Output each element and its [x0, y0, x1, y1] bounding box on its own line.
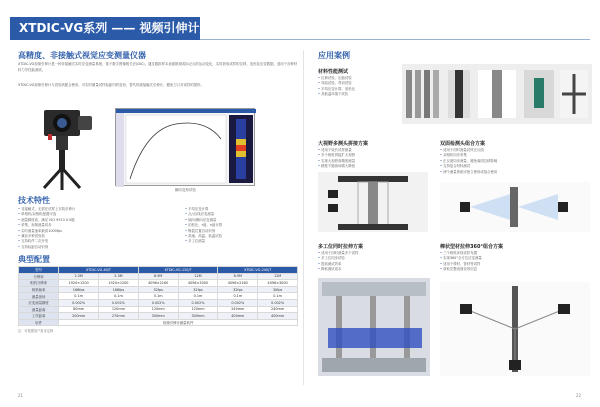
list-item: • 双相机同步采集	[440, 153, 590, 158]
list-item: • 平均应变计算	[185, 207, 295, 212]
list-item: • 三个相机环绕试样布置	[440, 251, 590, 256]
list-item: • 支持软件二次开发	[18, 239, 158, 244]
case2-list	[318, 148, 408, 170]
specimen-photos	[402, 64, 592, 124]
page-header	[0, 0, 600, 40]
list-item: • 非接触式，无需在试样上安装引伸计	[18, 207, 158, 212]
table-cell: 0.002%	[258, 299, 298, 306]
table-cell: 240mm	[218, 306, 258, 313]
list-item: • 弯曲试验、剪切试验	[318, 81, 398, 86]
table-cell: 4096×2160	[138, 280, 178, 287]
column-divider	[303, 50, 304, 385]
table-header-cell: XTDIC-VG-120/T	[138, 267, 218, 274]
list-item: • 高低温环境下试验	[318, 92, 398, 97]
list-item: • 测量精度高，满足 ISO 9513 0.5级	[18, 218, 158, 223]
section-heading-config: 典型配置	[18, 255, 50, 264]
table-row-label: 相机分辨率	[19, 280, 59, 287]
config-table-wrap	[18, 266, 298, 333]
list-item: • 断裂位置自动识别	[185, 229, 295, 234]
table-cell: 32fps	[178, 286, 218, 293]
table-row	[19, 286, 298, 293]
list-item: • 高速、高温、低温试验	[185, 234, 295, 239]
table-row	[19, 280, 298, 287]
table-cell: 0.1m	[99, 293, 139, 300]
case5-list	[440, 251, 590, 273]
table-cell: 400mm	[218, 313, 258, 320]
list-item: • 提高测试效率	[318, 262, 413, 267]
list-item: • 拉伸试验、压缩试验	[318, 76, 398, 81]
table-cell: 120mm	[178, 306, 218, 313]
table-cell: 0.1m	[59, 293, 99, 300]
table-cell: 8.9M	[138, 273, 178, 280]
config-table	[18, 266, 298, 326]
section-heading-cases: 应用案例	[318, 51, 350, 60]
table-row-label: 应变测量精度	[19, 299, 59, 306]
table-header-cell: XTDIC-VG-240/T	[218, 267, 298, 274]
case1-list	[318, 76, 398, 98]
list-item: • 适用于较长试样测量	[318, 148, 408, 153]
table-cell: 1920×1200	[99, 280, 139, 287]
table-cell: 12M	[178, 273, 218, 280]
list-item: • 两个测量系统可独立使用或组合使用	[440, 170, 590, 175]
section-heading-intro: 高精度、非接触式视觉应变测量仪器	[18, 51, 146, 60]
case4-list	[318, 251, 413, 273]
list-item: • 单相机/双相机配置可选	[18, 212, 158, 217]
list-item: • 正反面同步测量，避免离面位移影响	[440, 159, 590, 164]
list-item: • 适用于同时测量试样正反面	[440, 148, 590, 153]
table-row-label: 相机帧率	[19, 286, 59, 293]
page-number-left: 21	[18, 393, 24, 398]
table-cell: 0.002%	[59, 299, 99, 306]
table-cell: 270mm	[99, 313, 139, 320]
dual-side-diagram	[440, 182, 590, 232]
case-title: 大视野多测头拼接方案	[318, 141, 369, 147]
page-number-right: 22	[576, 393, 582, 398]
rod-360-diagram	[440, 282, 590, 376]
large-view-diagram	[318, 172, 428, 232]
list-item: • 获取完整表面变形信息	[440, 267, 590, 272]
multi-station-photo	[318, 278, 430, 376]
table-cell: 8.9M	[218, 273, 258, 280]
table-row-label: 测量距离	[19, 306, 59, 313]
list-item: • 兼容多种试验机	[18, 234, 158, 239]
table-header-cell: 型号	[19, 267, 59, 274]
table-cell: 0.1m	[218, 293, 258, 300]
list-item: • 点/点/线应变测量	[185, 212, 295, 217]
list-item: • 泊松比、r值、n值计算	[185, 223, 295, 228]
table-cell: 2.3M	[99, 273, 139, 280]
list-item: • 平均应变计算、泊松比	[318, 87, 398, 92]
case3-list	[440, 148, 590, 175]
table-cell: 30fps	[258, 286, 298, 293]
list-item: • 多工位同步试验	[318, 256, 413, 261]
table-cell: 视频引伸计测量软件	[59, 319, 298, 326]
table-cell: 300mm	[138, 313, 178, 320]
list-item: • 采集、视频测量同步	[18, 223, 158, 228]
table-header-cell: XTDIC-VG-40/T	[59, 267, 139, 274]
series-title: XTDIC-VG系列 —— 视频引伸计系统	[10, 17, 200, 40]
figure-caption: 横向变形试验	[175, 188, 196, 192]
camera-photo	[30, 108, 100, 190]
table-cell: 300mm	[178, 313, 218, 320]
table-header-row	[19, 267, 298, 274]
list-item: • 支持复合材料测试	[440, 164, 590, 169]
table-cell: 4096×2160	[218, 280, 258, 287]
list-item: • 多工位测量	[185, 239, 295, 244]
table-row	[19, 299, 298, 306]
table-row	[19, 273, 298, 280]
table-cell: 4096×3000	[258, 280, 298, 287]
table-cell: 0.1m	[138, 293, 178, 300]
table-row-label: 软件	[19, 319, 59, 326]
table-row	[19, 313, 298, 320]
table-cell: 1920×1200	[59, 280, 99, 287]
table-cell: 166fps	[99, 286, 139, 293]
list-item: • 精度不随视场增大降低	[318, 164, 408, 169]
list-item: • 轴向/横向应变测量	[185, 218, 295, 223]
list-item: • 多个相机拼接扩大视野	[318, 153, 408, 158]
table-cell: 0.002%	[138, 299, 178, 306]
list-item: • 实现360°全方位应变测量	[440, 256, 590, 261]
list-item: • 支持标距自动识别	[18, 245, 158, 250]
features-list-right	[185, 207, 295, 245]
table-cell: 12M	[258, 273, 298, 280]
table-row	[19, 319, 298, 326]
table-cell: 0.002%	[218, 299, 258, 306]
table-row	[19, 293, 298, 300]
table-cell: 120mm	[99, 306, 139, 313]
list-item: • 适用于棒材、管材等试样	[440, 262, 590, 267]
table-cell: 166fps	[59, 286, 99, 293]
table-cell: 0.1m	[258, 293, 298, 300]
table-cell: 80mm	[59, 306, 99, 313]
table-cell: 4096×3000	[178, 280, 218, 287]
table-cell: 32fps	[218, 286, 258, 293]
table-cell: 400mm	[258, 313, 298, 320]
table-cell: 0.002%	[99, 299, 139, 306]
list-item: • 实现大视野高精度测量	[318, 159, 408, 164]
intro-paragraph-2: XTDIC-VG视频引伸计与试验机配合使用，可实时测量试样标距内的变形，替代传统接触式引伸计，避免刀口对试样的损伤。	[18, 83, 204, 87]
case-title: 双面检测头组合方案	[440, 141, 486, 147]
table-cell: 200mm	[59, 313, 99, 320]
header-rule	[200, 39, 590, 40]
section-heading-features: 技术特性	[18, 196, 50, 205]
table-row-label: 测量视场	[19, 293, 59, 300]
intro-paragraph-1: XTDIC-VG视频引伸计是一种非接触式实时应变测量系统，基于数字图像相关法(DIC)，通过跟踪样本表面散斑或标记点的运动变化，实时获取试样的位移、变形及应变数据，适用于各种材料力学性能测试。	[18, 62, 298, 72]
table-cell: 0.002%	[178, 299, 218, 306]
table-row-label: 工作距离	[19, 313, 59, 320]
list-item: • 降低测试成本	[318, 267, 413, 272]
table-row-label: 分辨率	[19, 273, 59, 280]
table-cell: 2.3M	[59, 273, 99, 280]
table-cell: 0.1m	[178, 293, 218, 300]
list-item: • 适用于同时测量多个试样	[318, 251, 413, 256]
case-title: 多工位同时拉伸方案	[318, 244, 364, 250]
table-cell: 240mm	[258, 306, 298, 313]
software-screenshot	[115, 108, 255, 186]
table-row	[19, 306, 298, 313]
list-item: • 实时测量速率最高1000fps	[18, 229, 158, 234]
case-title: 棒状型材拉伸360°组合方案	[440, 244, 503, 250]
table-note: 注：可根据客户需求定制	[18, 329, 54, 334]
features-list-left	[18, 207, 158, 250]
table-cell: 120mm	[138, 306, 178, 313]
table-cell: 32fps	[138, 286, 178, 293]
case-title: 材料性能测试	[318, 69, 349, 75]
